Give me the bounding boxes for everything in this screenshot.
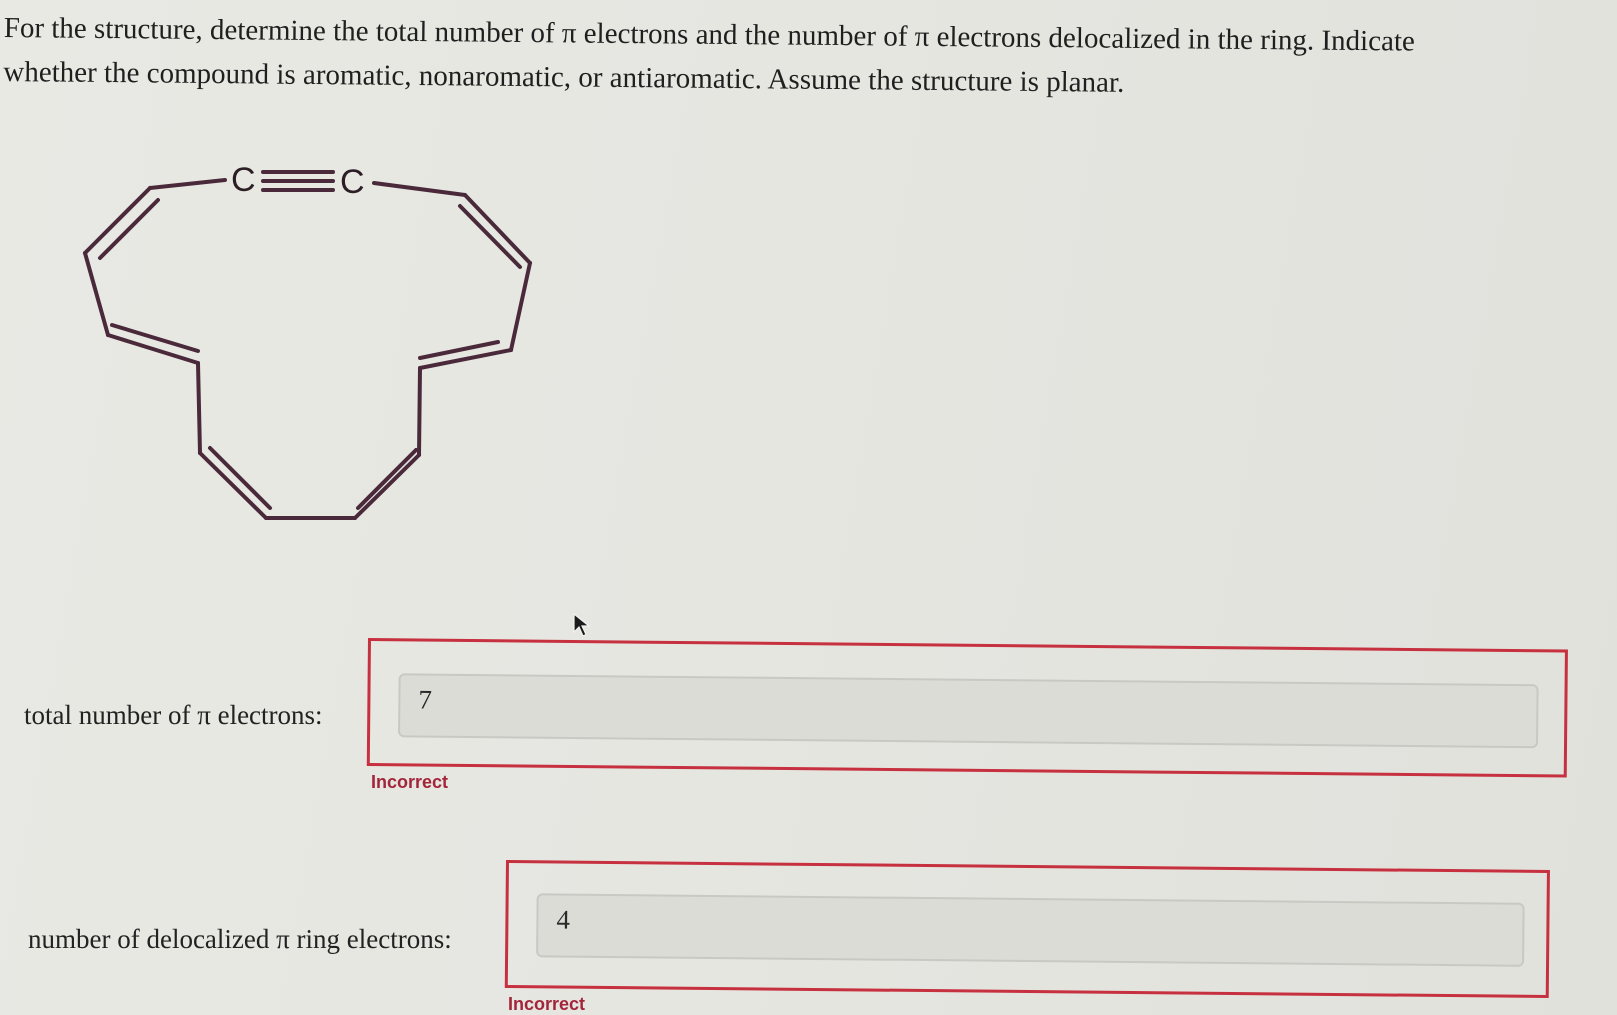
double-bond-c7-c8-a: [355, 455, 419, 518]
double-bond-c9-c10-a: [420, 350, 511, 368]
atom-label-right: C: [340, 163, 365, 201]
answer-frame-delocalized-pi: [505, 860, 1550, 998]
double-bond-c5-c6-a: [200, 453, 266, 518]
bond-c2-c3: [85, 253, 108, 335]
question-line-1: For the structure, determine the total number of π electrons and the number of π electrons delocalized in the ring. Indicate: [3, 11, 1416, 58]
double-bond-c11-c12-a: [465, 195, 530, 263]
answer-label-total-pi: total number of π electrons:: [24, 700, 323, 730]
bond-c-left-to-c1: [150, 180, 225, 188]
feedback-total-pi: Incorrect: [371, 772, 449, 792]
bond-c8-c9: [419, 368, 420, 455]
total-pi-electrons-input[interactable]: 7: [398, 673, 1539, 748]
question-text: [3, 6, 1564, 109]
atom-label-left: C: [231, 161, 256, 199]
bond-c4-c5: [198, 363, 200, 453]
feedback-delocalized-pi: Incorrect: [508, 994, 586, 1014]
double-bond-c3-c4-b: [112, 325, 198, 351]
bond-c-right-to-c8: [374, 183, 465, 195]
mouse-pointer-icon: [572, 612, 592, 640]
double-bond-c7-c8-b: [358, 450, 416, 508]
bond-c10-c11: [511, 263, 530, 350]
answer-label-delocalized-pi: number of delocalized π ring electrons:: [28, 924, 452, 954]
double-bond-c5-c6-b: [210, 448, 270, 508]
question-line-2: whether the compound is aromatic, nonaromatic, or antiaromatic. Assume the structure is planar.: [3, 55, 1125, 99]
molecule-structure: [70, 150, 570, 550]
double-bond-c11-c12-b: [460, 206, 520, 267]
delocalized-pi-electrons-input[interactable]: 4: [536, 893, 1525, 966]
answer-frame-total-pi: [367, 638, 1568, 778]
